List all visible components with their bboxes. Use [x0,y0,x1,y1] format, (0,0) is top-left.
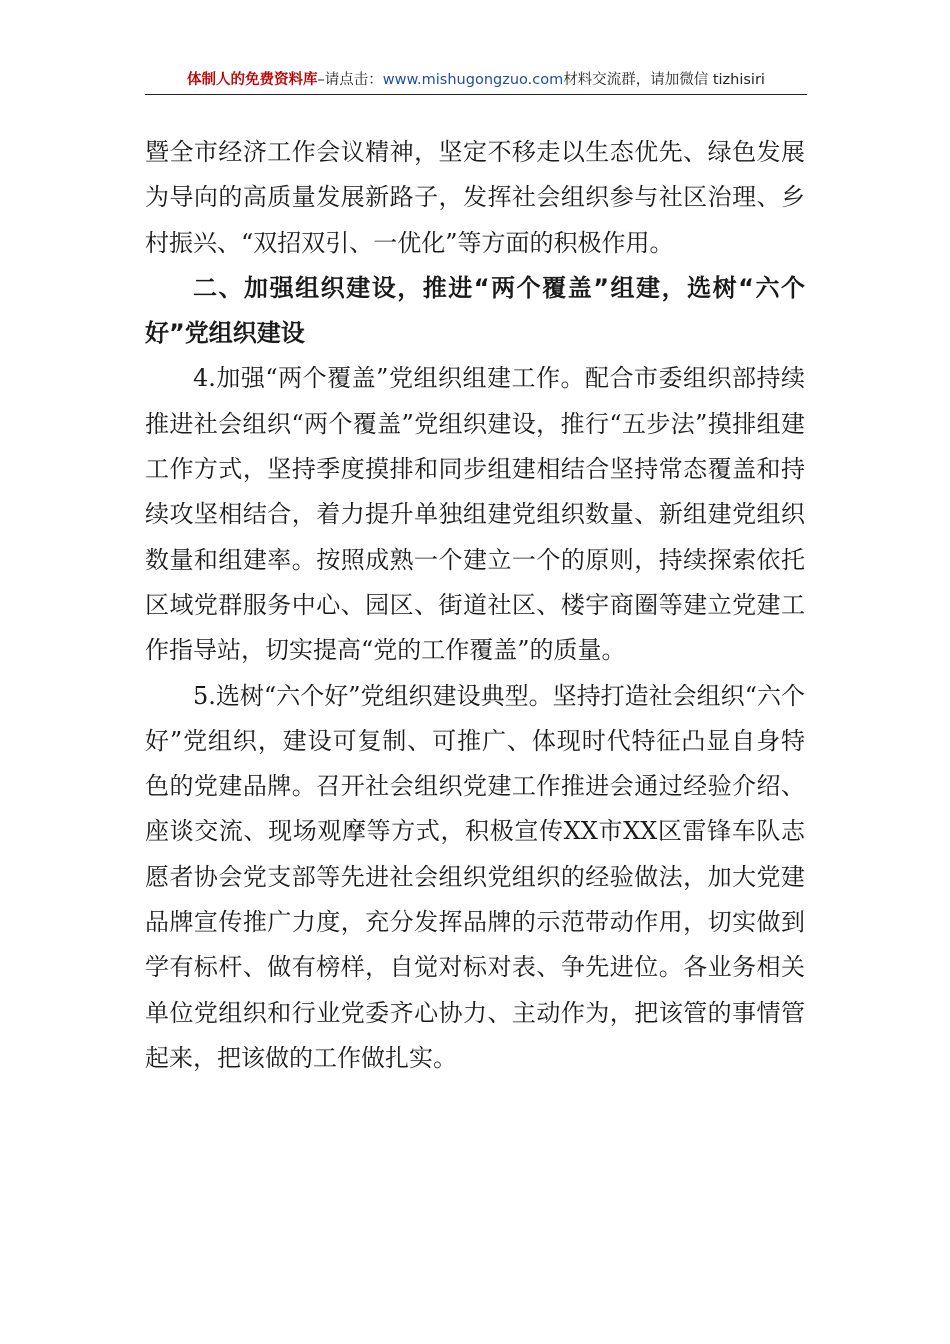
page-header [145,66,807,95]
header-prompt: –请点击： [317,72,383,88]
paragraph-item-5: 5.选树“六个好”党组织建设典型。坚持打造社会组织“六个好”党组织，建设可复制、可推广、体现时代特征凸显自身特色的党建品牌。召开社会组织党建工作推进会通过经验介绍、座谈交流、现场观摩等方式，积极宣传XX市XX区雷锋车队志愿者协会党支部等先进社会组织党组织的经验做法，加大党建品牌宣传推广力度，充分发挥品牌的示范带动作用，切实做到学有标杆、做有榜样，自觉对标对表、争先进位。各业务相关单位党组织和行业党委齐心协力、主动作为，把该管的事情管起来，把该做的工作做扎实。 [145,681,805,1072]
header-brand: 体制人的免费资料库 [187,72,318,88]
header-website-link[interactable]: www.mishugongzuo.com [382,72,564,88]
paragraph-item-4: 4.加强“两个覆盖”党组织组建工作。配合市委组织部持续推进社会组织“两个覆盖”党组织建设，推行“五步法”摸排组建工作方式，坚持季度摸排和同步组建相结合坚持常态覆盖和持续攻坚相结合，着力提升单独组建党组织数量、新组建党组织数量和组建率。按照成熟一个建立一个的原则，持续探索依托区域党群服务中心、园区、街道社区、楼宇商圈等建立党建工作指导站，切实提高“党的工作覆盖”的质量。 [145,364,805,665]
continued-paragraph: 暨全市经济工作会议精神，坚定不移走以生态优先、绿色发展为导向的高质量发展新路子，发挥社会组织参与社区治理、乡村振兴、“双招双引、一优化”等方面的积极作用。 [145,138,805,257]
document-body [145,130,805,1081]
section-heading: 二、加强组织建设，推进“两个覆盖”组建，选树“六个好”党组织建设 [145,273,805,348]
header-contact: 材料交流群，请加微信 tizhisiri [563,72,765,88]
